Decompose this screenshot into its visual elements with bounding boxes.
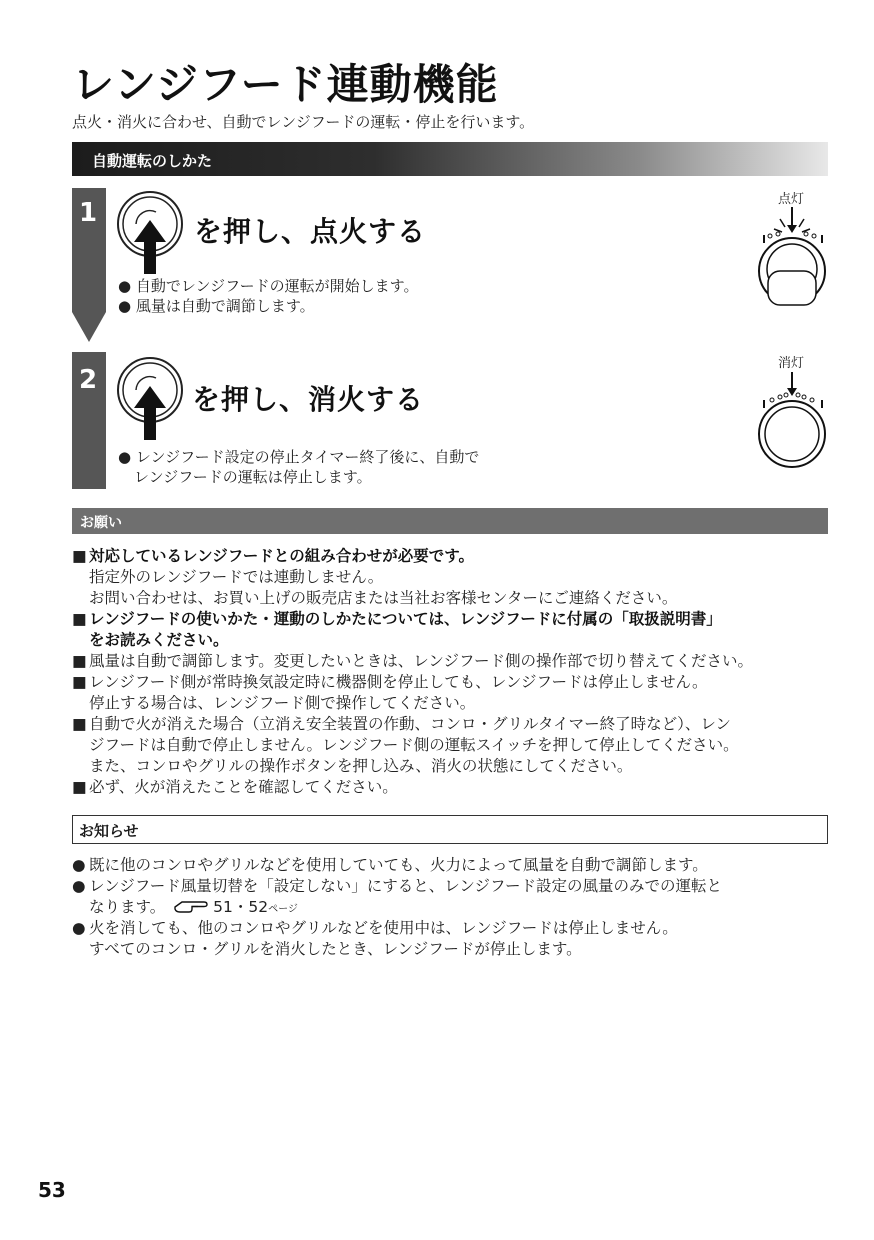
step-2-bullet-2: レンジフードの運転は停止します。 — [134, 468, 372, 486]
onegai-line: をお読みください。 — [89, 631, 229, 649]
indicator-lit-icon — [752, 205, 832, 309]
onegai-line: ■ 風量は自動で調節します。変更したいときは、レンジフード側の操作部で切り替えてください。 — [72, 652, 754, 670]
onegai-header — [72, 508, 828, 534]
step-2-action: を押し、消火する — [192, 383, 425, 416]
onegai-header-label: お願い — [80, 515, 122, 531]
onegai-line: 指定外のレンジフードでは連動しません。 — [89, 568, 384, 586]
auto-operation-header — [72, 142, 828, 176]
onegai-line: ■ レンジフード側が常時換気設定時に機器側を停止しても、レンジフードは停止しません。 — [72, 673, 708, 691]
onegai-line: ■ 自動で火が消えた場合（立消え安全装置の作動、コンロ・グリルタイマー終了時など）、レン — [72, 715, 731, 733]
onegai-line: お問い合わせは、お買い上げの販売店または当社お客様センターにご連絡ください。 — [89, 589, 678, 607]
oshirase-line: ● 既に他のコンロやグリルなどを使用していても、火力によって風量を自動で調節します。 — [72, 856, 708, 874]
page-title: レンジフード連動機能 — [72, 60, 499, 109]
page-reference[interactable]: 51・52 — [213, 898, 269, 916]
knob-push-icon — [116, 190, 188, 274]
auto-operation-header-label: 自動運転のしかた — [92, 152, 213, 170]
knob-push-icon — [116, 356, 188, 440]
oshirase-line: なります。 51・52ページ — [89, 898, 298, 916]
step-1-number: 1 — [79, 198, 98, 228]
onegai-line: 停止する場合は、レンジフード側で操作してください。 — [89, 694, 476, 712]
onegai-line: ■ 対応しているレンジフードとの組み合わせが必要です。 — [72, 547, 475, 565]
onegai-line: ■ 必ず、火が消えたことを確認してください。 — [72, 778, 398, 796]
oshirase-line: ● レンジフード風量切替を「設定しない」にすると、レンジフード設定の風量のみでの運転と — [72, 877, 723, 895]
indicator-off-label: 消灯 — [778, 356, 805, 371]
oshirase-header-label: お知らせ — [79, 822, 139, 840]
oshirase-line: ● 火を消しても、他のコンロやグリルなどを使用中は、レンジフードは停止しません。 — [72, 919, 678, 937]
step-2-bullet-1: ● レンジフード設定の停止タイマー終了後に、自動で — [118, 448, 480, 466]
indicator-off-icon — [752, 370, 832, 470]
onegai-line: ジフードは自動で停止しません。レンジフード側の運転スイッチを押して停止してください。 — [89, 736, 739, 754]
oshirase-header — [72, 815, 828, 844]
step-1-action: を押し、点火する — [194, 215, 427, 248]
page-number: 53 — [38, 1178, 66, 1202]
step-1-bullet-1: ● 自動でレンジフードの運転が開始します。 — [118, 277, 419, 295]
pointing-hand-icon — [174, 898, 208, 914]
step-1-bullet-2: ● 風量は自動で調節します。 — [118, 297, 315, 315]
onegai-line: また、コンロやグリルの操作ボタンを押し込み、消火の状態にしてください。 — [89, 757, 633, 775]
step-2-number: 2 — [79, 365, 98, 395]
indicator-lit-label: 点灯 — [778, 192, 805, 207]
page-subtitle: 点火・消火に合わせ、自動でレンジフードの運転・停止を行います。 — [72, 113, 535, 131]
onegai-line: ■ レンジフードの使いかた・運動のしかたについては、レンジフードに付属の「取扱説明書」 — [72, 610, 722, 628]
page-reference-suffix: ページ — [268, 904, 298, 915]
oshirase-line: すべてのコンロ・グリルを消火したとき、レンジフードが停止します。 — [89, 940, 582, 958]
